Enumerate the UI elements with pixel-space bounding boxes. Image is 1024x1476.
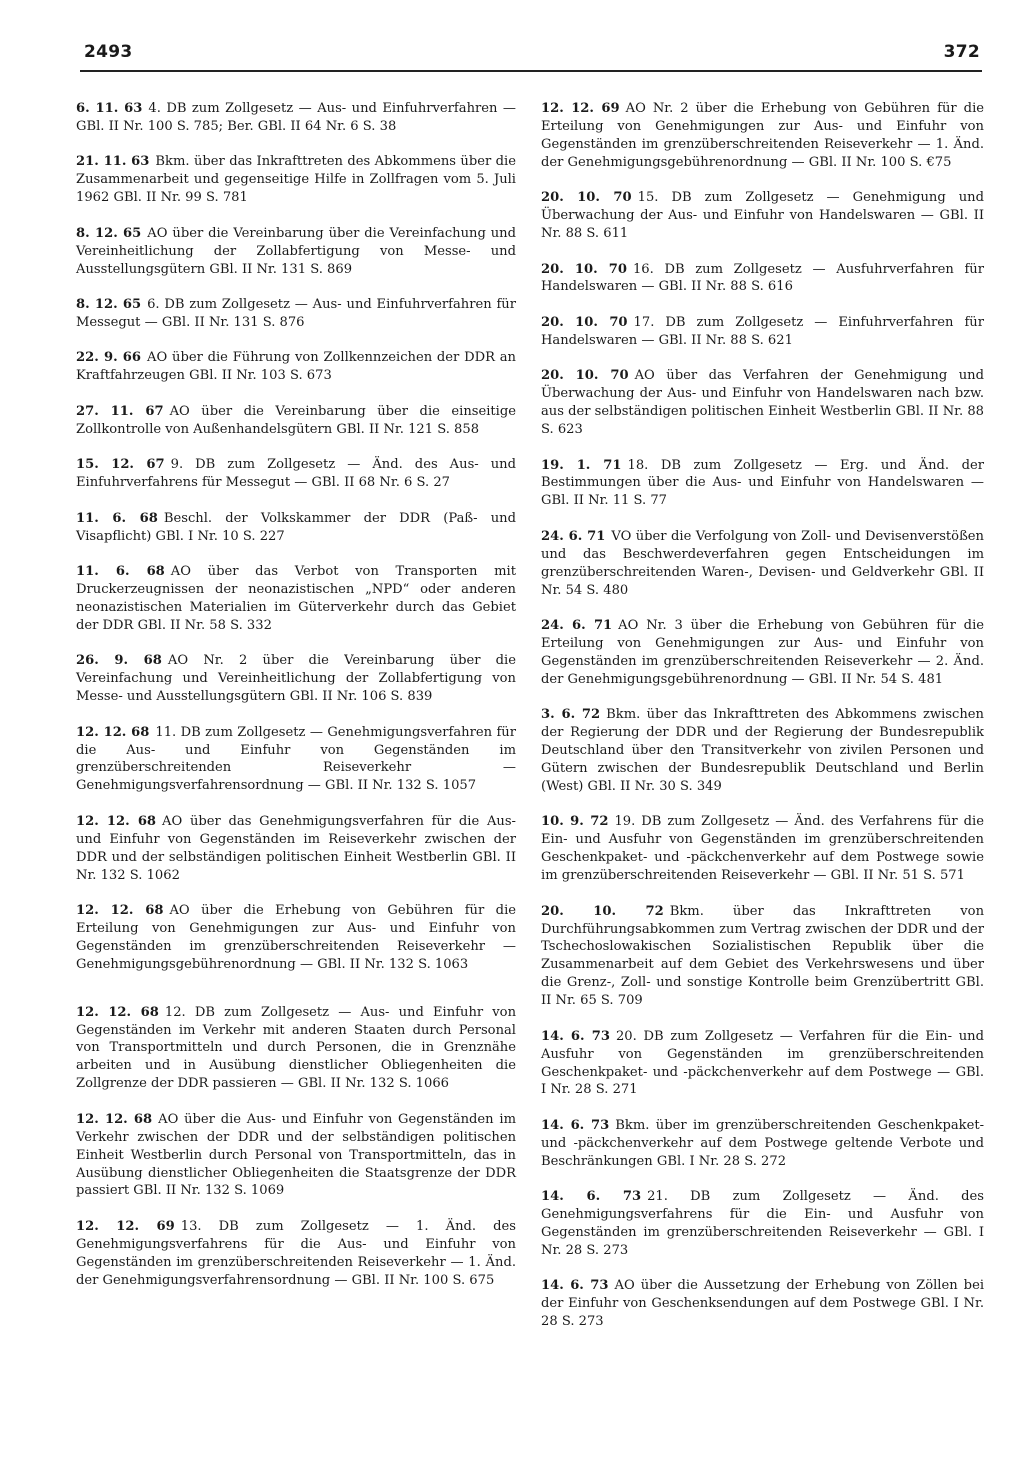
entry-date: 14. 6. 73 <box>541 1189 642 1205</box>
entry-text: AO über die Erhebung von Gebühren für die Erteilung von Genehmigungen zur Aus- und Einfuhr von Gegenständen im grenzüberschreitenden Reiseverkehr — Genehmigungsgebührenordnung — GBl. II Nr. 132 S. 1063 <box>76 903 516 972</box>
entry-date: 8. 12. 65 <box>76 225 142 241</box>
entry-text: 18. DB zum Zollgesetz — Erg. und Änd. der Bestimmungen über die Aus- und Einfuhr von Handelswaren — GBl. II Nr. 11 S. 77 <box>541 457 984 509</box>
entry <box>541 1117 984 1171</box>
entry-date: 20. 10. 70 <box>541 314 628 330</box>
entry-text: 12. DB zum Zollgesetz — Aus- und Einfuhr von Gegenständen im Verkehr mit anderen Staaten durch Personal von Transportmitteln und durch Personen, die in Grenznähe arbeiten und in Ausübung dienstlicher Obliegenheiten die Zollgrenze der DDR passieren — GBl. II Nr. 132 S. 1066 <box>76 1004 517 1092</box>
entry-text: 4. DB zum Zollgesetz — Aus- und Einfuhrverfahren — GBl. II Nr. 100 S. 785; Ber. GBl. II 64 Nr. 6 S. 38 <box>76 101 516 134</box>
entry-text: Bkm. über das Inkrafttreten von Durchführungsabkommen zum Vertrag zwischen der DDR und der Tschechoslowakischen Sozialistischen Republik über die Zusammenarbeit auf dem Gebiet des Verkehrswesens und über die Grenz-, Zoll- und sonstige Kontrolle beim Grenzübertritt GBl. II Nr. 65 S. 709 <box>541 903 984 1009</box>
entry-date: 14. 6. 73 <box>541 1117 610 1133</box>
entry-date: 20. 10. 70 <box>541 368 629 384</box>
entry-text: 13. DB zum Zollgesetz — 1. Änd. des Genehmigungsverfahrens für die Aus- und Einfuhr von Gegenständen im grenzüberschreitenden Reiseverkehr — 1. Änd. der Genehmigungsverfahrensordnung — GBl. II Nr. 100 S. 675 <box>76 1218 517 1288</box>
entry-date: 20. 10. 70 <box>541 190 632 206</box>
entry-text: AO über das Verfahren der Genehmigung und Überwachung der Aus- und Einfuhr von Handelswaren nach bzw. aus der selbständigen politischen Einheit Westberlin GBl. II Nr. 88 S. 623 <box>541 368 984 438</box>
entry <box>76 349 516 385</box>
entry-text: AO über das Verbot von Transporten mit Druckerzeugnissen der neonazistischen „NPD“ oder anderen neonazistischen Materialien im Güterverkehr durch das Gebiet der DDR GBl. II Nr. 58 S. 332 <box>76 564 516 633</box>
entry-text: 21. DB zum Zollgesetz — Änd. des Genehmigungsverfahrens für die Ein- und Ausfuhr von Gegenständen im grenzüberschreitenden Reiseverkehr — GBl. I Nr. 28 S. 273 <box>541 1189 985 1258</box>
left-column <box>76 100 516 1307</box>
entry-text: AO über die Aussetzung der Erhebung von Zöllen bei der Einfuhr von Geschenksendungen auf dem Postwege GBl. I Nr. 28 S. 273 <box>541 1278 985 1330</box>
entry-date: 26. 9. 68 <box>76 653 162 669</box>
entry-text: 6. DB zum Zollgesetz — Aus- und Einfuhrverfahren für Messegut — GBl. II Nr. 131 S. 876 <box>76 297 516 330</box>
entry <box>541 367 984 439</box>
entry-text: 15. DB zum Zollgesetz — Genehmigung und Überwachung der Aus- und Einfuhr von Handelswaren — GBl. II Nr. 88 S. 611 <box>541 190 984 242</box>
entry-text: Bkm. über das Inkrafttreten des Abkommens zwischen der Regierung der DDR und der Regierung der Bundesrepublik Deutschland über den Transitverkehr von zivilen Personen und Gütern zwischen der Bundesrepublik Deutschland und Berlin (West) GBl. II Nr. 30 S. 349 <box>541 707 984 794</box>
entry-date: 21. 11. 63 <box>76 154 150 170</box>
entry-date: 11. 6. 68 <box>76 510 158 526</box>
entry <box>76 1111 516 1201</box>
entry-text: Bkm. über im grenzüberschreitenden Geschenkpaket- und -päckchenverkehr auf dem Postwege geltende Verbote und Beschränkungen GBl. I Nr. 28 S. 272 <box>541 1117 985 1169</box>
entry-date: 6. 11. 63 <box>76 101 143 116</box>
entry-text: 20. DB zum Zollgesetz — Verfahren für die Ein- und Ausfuhr von Gegenständen im grenzüberschreitenden Geschenkpaket- und -päckchenverkehr auf dem Postwege — GBl. I Nr. 28 S. 271 <box>541 1028 984 1098</box>
header-rule <box>80 70 982 72</box>
entry <box>76 510 516 546</box>
entry <box>76 813 516 885</box>
entry-text: Bkm. über das Inkrafttreten des Abkommens über die Zusammenarbeit und gegenseitige Hilfe in Zollfragen vom 5. Juli 1962 GBl. II Nr. 99 S. 781 <box>76 154 516 206</box>
entry <box>541 314 984 350</box>
entry-text: AO über die Vereinbarung über die einseitige Zollkontrolle von Außenhandelsgütern GBl. II Nr. 121 S. 858 <box>76 403 516 437</box>
entry-date: 24. 6. 71 <box>541 528 606 544</box>
entry <box>76 902 516 974</box>
entry <box>541 189 984 243</box>
entry <box>541 1028 984 1100</box>
entry-date: 12. 12. 68 <box>76 1111 153 1127</box>
entry-date: 10. 9. 72 <box>541 814 609 830</box>
entry-date: 20. 10. 72 <box>541 903 664 919</box>
right-column <box>541 100 984 1349</box>
entry <box>76 296 516 332</box>
entry <box>76 456 516 492</box>
entry <box>541 457 984 511</box>
entry <box>76 652 516 706</box>
entry-text: 17. DB zum Zollgesetz — Einfuhrverfahren für Handelswaren — GBl. II Nr. 88 S. 621 <box>541 314 984 348</box>
entry <box>541 617 984 689</box>
entry <box>76 403 516 439</box>
entry-text: 16. DB zum Zollgesetz — Ausfuhrverfahren für Handelswaren — GBl. II Nr. 88 S. 616 <box>541 261 984 295</box>
entry-text: AO über die Aus- und Einfuhr von Gegenständen im Verkehr zwischen der DDR und der selbständigen politischen Einheit Westberlin durch Personal von Transportmitteln, das in Ausübung dienstlicher Obliegenheiten die Staatsgrenze der DDR passiert GBl. II Nr. 132 S. 1069 <box>76 1111 516 1199</box>
entry <box>76 724 516 796</box>
entry-text: VO über die Verfolgung von Zoll- und Devisenverstößen und das Beschwerdeverfahren gegen Entscheidungen im grenzüberschreitenden Waren-, Devisen- und Geldverkehr GBl. II Nr. 54 S. 480 <box>541 528 984 598</box>
entry-text: Beschl. der Volkskammer der DDR (Paß- und Visapflicht) GBl. I Nr. 10 S. 227 <box>76 510 516 544</box>
entry-date: 12. 12. 68 <box>76 1004 159 1020</box>
entry-text: 9. DB zum Zollgesetz — Änd. des Aus- und Einfuhrverfahrens für Messegut — GBl. II 68 Nr. 6 S. 27 <box>76 457 516 491</box>
entry <box>76 100 516 136</box>
entry <box>76 153 516 207</box>
entry <box>76 225 516 279</box>
entry-date: 27. 11. 67 <box>76 403 164 419</box>
page-number-left: 2493 <box>84 42 133 62</box>
entry-date: 24. 6. 71 <box>541 618 613 634</box>
entry-date: 12. 12. 69 <box>76 1218 175 1234</box>
entry <box>541 261 984 297</box>
entry <box>541 706 984 796</box>
entry <box>76 1004 516 1094</box>
entry <box>541 100 984 172</box>
entry-date: 8. 12. 65 <box>76 297 142 313</box>
entry-text: 11. DB zum Zollgesetz — Genehmigungsverfahren für die Aus- und Einfuhr von Gegenständen im grenzüberschreitenden Reiseverkehr — Genehmigungsverfahrensordnung — GBl. II Nr. 132 S. 1057 <box>76 724 516 794</box>
entry-date: 12. 12. 69 <box>541 101 620 116</box>
entry-text: AO über die Vereinbarung über die Vereinfachung und Vereinheitlichung der Zollabfertigung von Messe- und Ausstellungsgütern GBl. II Nr. 131 S. 869 <box>76 225 516 277</box>
entry-date: 14. 6. 73 <box>541 1028 610 1044</box>
entry-date: 22. 9. 66 <box>76 350 142 366</box>
entry-text: AO Nr. 3 über die Erhebung von Gebühren für die Erteilung von Genehmigungen zur Aus- und Einfuhr von Gegenständen im grenzüberschreitenden Reiseverkehr — 2. Änd. der Genehmigungsgebührenordnung — GBl. II Nr. 54 S. 481 <box>541 618 985 687</box>
entry-text: AO Nr. 2 über die Erhebung von Gebühren für die Erteilung von Genehmigungen zur Aus- und Einfuhr von Gegenständen im grenzüberschreitenden Reiseverkehr — 1. Änd. der Genehmigungsgebührenordnung — GBl. II Nr. 100 S. €75 <box>541 101 985 170</box>
entry-date: 12. 12. 68 <box>76 724 150 740</box>
entry <box>541 813 984 885</box>
entry <box>76 1218 516 1290</box>
entry-date: 12. 12. 68 <box>76 903 164 919</box>
entry-date: 19. 1. 71 <box>541 457 622 473</box>
entry <box>541 903 984 1010</box>
entry-date: 15. 12. 67 <box>76 457 165 473</box>
entry <box>76 563 516 635</box>
entry-date: 20. 10. 70 <box>541 261 627 277</box>
entry <box>541 1277 984 1331</box>
page-number-right: 372 <box>943 42 980 62</box>
entry-text: 19. DB zum Zollgesetz — Änd. des Verfahrens für die Ein- und Ausfuhr von Gegenständen im grenzüberschreitenden Geschenkpaket- und -päckchenverkehr auf dem Postwege sowie im grenzüberschreitenden Reiseverkehr — GBl. II Nr. 51 S. 571 <box>541 814 984 884</box>
entry-date: 11. 6. 68 <box>76 564 165 580</box>
entry-date: 3. 6. 72 <box>541 707 601 723</box>
entry-date: 12. 12. 68 <box>76 813 157 829</box>
entry-text: AO Nr. 2 über die Vereinbarung über die Vereinfachung und Vereinheitlichung der Zollabfertigung von Messe- und Ausstellungsgütern GBl. II Nr. 106 S. 839 <box>76 653 516 705</box>
entry <box>541 528 984 600</box>
entry <box>541 1188 984 1260</box>
entry-date: 14. 6. 73 <box>541 1278 609 1294</box>
entry-text: AO über die Führung von Zollkennzeichen der DDR an Kraftfahrzeugen GBl. II Nr. 103 S. 673 <box>76 350 516 384</box>
entry-text: AO über das Genehmigungsverfahren für die Aus- und Einfuhr von Gegenständen im Reiseverkehr zwischen der DDR und der selbständigen politischen Einheit Westberlin GBl. II Nr. 132 S. 1062 <box>76 813 516 883</box>
